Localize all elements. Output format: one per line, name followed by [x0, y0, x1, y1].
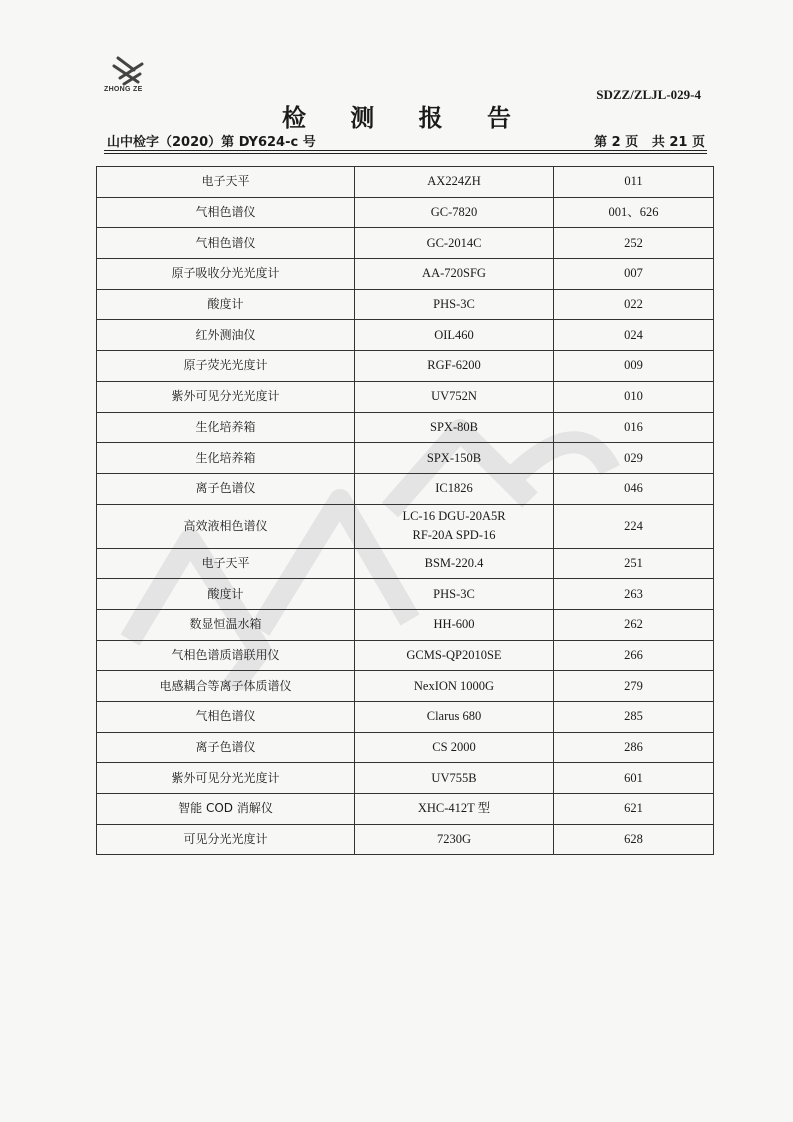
equipment-table	[96, 166, 714, 855]
equipment-number: 279	[554, 671, 714, 702]
equipment-model-line: RF-20A SPD-16	[412, 528, 496, 543]
equipment-model: XHC-412T 型	[355, 794, 554, 825]
equipment-name: 红外测油仪	[97, 320, 355, 351]
equipment-number: 009	[554, 351, 714, 382]
document-code: SDZZ/ZLJL-029-4	[596, 87, 701, 102]
equipment-number: 628	[554, 824, 714, 855]
equipment-model: OIL460	[355, 320, 554, 351]
equipment-number: 001、626	[554, 197, 714, 228]
table-row	[97, 320, 714, 351]
table-row	[97, 794, 714, 825]
table-row	[97, 504, 714, 548]
equipment-model: SPX-150B	[355, 443, 554, 474]
equipment-name: 气相色谱仪	[97, 228, 355, 259]
logo-text: ZHONG ZE	[104, 86, 143, 93]
equipment-model-line: LC-16 DGU-20A5R	[402, 509, 506, 524]
equipment-number: 007	[554, 259, 714, 290]
table-row	[97, 640, 714, 671]
table-row	[97, 351, 714, 382]
total-pages-label: 共 21 页	[651, 135, 705, 150]
table-row	[97, 732, 714, 763]
table-row	[97, 473, 714, 504]
equipment-model: NexION 1000G	[355, 671, 554, 702]
page-label: 第 2 页	[594, 135, 639, 150]
table-row	[97, 671, 714, 702]
equipment-number: 024	[554, 320, 714, 351]
table-row	[97, 443, 714, 474]
header-rule-thin	[104, 153, 707, 154]
equipment-model	[355, 504, 554, 548]
equipment-name: 气相色谱仪	[97, 702, 355, 733]
equipment-model: IC1826	[355, 473, 554, 504]
header-rule	[104, 150, 707, 151]
equipment-number: 262	[554, 609, 714, 640]
table-row	[97, 548, 714, 579]
equipment-number: 011	[554, 167, 714, 198]
page-title: 检 测 报 告	[281, 104, 530, 132]
equipment-number: 010	[554, 381, 714, 412]
equipment-model: 7230G	[355, 824, 554, 855]
equipment-number: 016	[554, 412, 714, 443]
equipment-model: RGF-6200	[355, 351, 554, 382]
table-row	[97, 412, 714, 443]
equipment-model: UV752N	[355, 381, 554, 412]
equipment-number: 046	[554, 473, 714, 504]
equipment-model: UV755B	[355, 763, 554, 794]
equipment-name: 紫外可见分光光度计	[97, 381, 355, 412]
table-row	[97, 824, 714, 855]
equipment-model: GC-2014C	[355, 228, 554, 259]
equipment-model: AX224ZH	[355, 167, 554, 198]
equipment-name: 原子荧光光度计	[97, 351, 355, 382]
equipment-name: 紫外可见分光光度计	[97, 763, 355, 794]
equipment-name: 离子色谱仪	[97, 473, 355, 504]
table-row	[97, 381, 714, 412]
equipment-model: AA-720SFG	[355, 259, 554, 290]
table-row	[97, 228, 714, 259]
equipment-name: 高效液相色谱仪	[97, 504, 355, 548]
equipment-model: GC-7820	[355, 197, 554, 228]
equipment-name: 酸度计	[97, 289, 355, 320]
equipment-name: 生化培养箱	[97, 443, 355, 474]
table-row	[97, 763, 714, 794]
report-number: 山中检字（2020）第 DY624-c 号	[107, 135, 316, 150]
equipment-name: 生化培养箱	[97, 412, 355, 443]
equipment-number: 252	[554, 228, 714, 259]
equipment-name: 气相色谱仪	[97, 197, 355, 228]
table-row	[97, 609, 714, 640]
equipment-name: 酸度计	[97, 579, 355, 610]
equipment-number: 263	[554, 579, 714, 610]
equipment-name: 电子天平	[97, 548, 355, 579]
equipment-number: 285	[554, 702, 714, 733]
equipment-number: 022	[554, 289, 714, 320]
equipment-name: 原子吸收分光光度计	[97, 259, 355, 290]
equipment-number: 286	[554, 732, 714, 763]
equipment-model: CS 2000	[355, 732, 554, 763]
table-row	[97, 579, 714, 610]
equipment-model: PHS-3C	[355, 579, 554, 610]
equipment-name: 电子天平	[97, 167, 355, 198]
table-row	[97, 167, 714, 198]
equipment-model: PHS-3C	[355, 289, 554, 320]
page-number	[594, 131, 705, 150]
equipment-name: 离子色谱仪	[97, 732, 355, 763]
equipment-model: Clarus 680	[355, 702, 554, 733]
equipment-name: 可见分光光度计	[97, 824, 355, 855]
table-row	[97, 197, 714, 228]
table-row	[97, 702, 714, 733]
table-row	[97, 259, 714, 290]
equipment-name: 气相色谱质谱联用仪	[97, 640, 355, 671]
equipment-number: 224	[554, 504, 714, 548]
equipment-name: 数显恒温水箱	[97, 609, 355, 640]
equipment-number: 251	[554, 548, 714, 579]
equipment-model: HH-600	[355, 609, 554, 640]
equipment-model: BSM-220.4	[355, 548, 554, 579]
equipment-number: 029	[554, 443, 714, 474]
equipment-number: 621	[554, 794, 714, 825]
table-row	[97, 289, 714, 320]
equipment-name: 电感耦合等离子体质谱仪	[97, 671, 355, 702]
equipment-name: 智能 COD 消解仪	[97, 794, 355, 825]
equipment-model: GCMS-QP2010SE	[355, 640, 554, 671]
equipment-number: 266	[554, 640, 714, 671]
equipment-number: 601	[554, 763, 714, 794]
equipment-model: SPX-80B	[355, 412, 554, 443]
